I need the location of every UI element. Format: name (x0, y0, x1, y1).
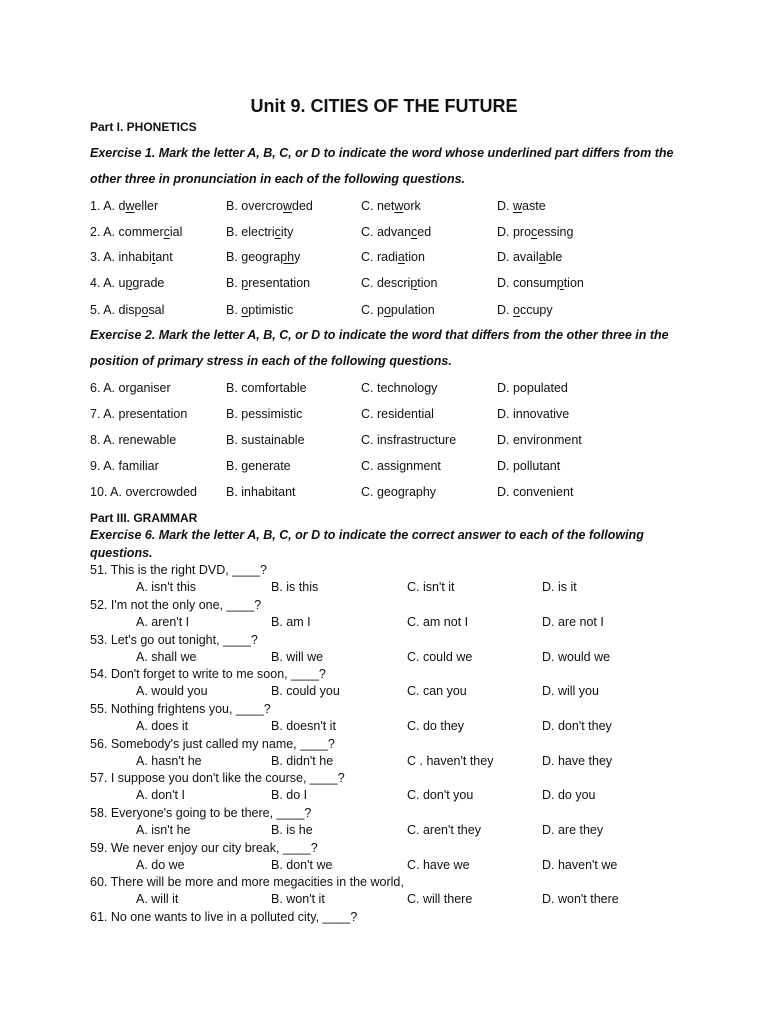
option-d: D. do you (542, 788, 596, 802)
underlined-part: w (125, 199, 135, 213)
option-b: B. doesn't it (271, 719, 336, 733)
option-b: B. didn't he (271, 754, 334, 768)
underlined-part: ph (280, 250, 295, 264)
option-b (226, 248, 300, 266)
option-text: 1. A. d (90, 199, 126, 213)
option-c: C. am not I (407, 615, 469, 629)
option-text: C. p (361, 303, 384, 317)
question-stem: 51. This is the right DVD, ____? (90, 563, 267, 577)
underlined-part: c (163, 225, 170, 239)
option-d: D. don't they (542, 719, 612, 733)
option-text: C. radi (361, 250, 398, 264)
option-c: C. aren't they (407, 823, 481, 837)
option-d: D. won't there (542, 892, 619, 906)
option-c: C . haven't they (407, 754, 494, 768)
option-a: A. would you (136, 684, 208, 698)
option-b: B. inhabitant (226, 485, 296, 499)
option-b: B. sustainable (226, 433, 305, 447)
option-c: C. geography (361, 485, 437, 499)
option-text: D. pro (497, 225, 532, 239)
option-a (90, 301, 164, 319)
option-text: y (294, 250, 301, 264)
option-d: D. convenient (497, 485, 574, 499)
option-text: aste (522, 199, 546, 213)
option-a: A. will it (136, 892, 179, 906)
underlined-part: p (241, 276, 249, 290)
underlined-part: c (411, 225, 418, 239)
option-text: ed (417, 225, 432, 239)
option-b: B. am I (271, 615, 311, 629)
option-b: B. will we (271, 650, 324, 664)
option-a: A. do we (136, 858, 185, 872)
question-stem: 59. We never enjoy our city break, ____? (90, 841, 318, 855)
option-a: A. aren't I (136, 615, 190, 629)
option-text: pulation (390, 303, 435, 317)
question-stem: 60. There will be more and more megacities in the world, (90, 875, 404, 889)
option-a: 9. A. familiar (90, 459, 159, 473)
option-text: eller (134, 199, 159, 213)
option-a (90, 274, 164, 292)
exercise-1-instruction: Exercise 1. Mark the letter A, B, C, or D to indicate the word whose underlined part differs from the other three in pronunciation in each of the following questions. (90, 146, 674, 186)
exercise-2-instruction: Exercise 2. Mark the letter A, B, C, or D to indicate the word that differs from the other three in the position of primary stress in each of the following questions. (90, 328, 669, 368)
option-b (226, 197, 313, 215)
option-text: C. descri (361, 276, 411, 290)
option-d: D. are not I (542, 615, 604, 629)
option-c (361, 197, 421, 215)
option-c: C. insfrastructure (361, 433, 457, 447)
option-d (497, 197, 546, 215)
option-text: ded (292, 199, 313, 213)
option-c (361, 248, 425, 266)
option-d: D. pollutant (497, 459, 561, 473)
option-d (497, 223, 573, 241)
option-a: 10. A. overcrowded (90, 485, 198, 499)
option-a: A. hasn't he (136, 754, 202, 768)
option-text: 4. A. u (90, 276, 126, 290)
option-c: C. can you (407, 684, 467, 698)
option-c: C. do they (407, 719, 464, 733)
option-text: grade (132, 276, 165, 290)
option-text: ccupy (519, 303, 553, 317)
question-stem: 55. Nothing frightens you, ____? (90, 702, 271, 716)
underlined-part: p (556, 276, 564, 290)
option-d: D. is it (542, 580, 577, 594)
option-a: 8. A. renewable (90, 433, 177, 447)
option-b: B. do I (271, 788, 308, 802)
option-c: C. could we (407, 650, 473, 664)
option-text: ble (545, 250, 563, 264)
question-stem: 56. Somebody's just called my name, ____? (90, 737, 335, 751)
question-stem: 58. Everyone's going to be there, ____? (90, 806, 312, 820)
underlined-part: o (383, 303, 391, 317)
option-a: 6. A. organiser (90, 381, 171, 395)
option-b (226, 223, 293, 241)
option-d (497, 248, 562, 266)
option-d: D. populated (497, 381, 568, 395)
option-text: B. geogra (226, 250, 281, 264)
option-a: A. shall we (136, 650, 197, 664)
question-stem: 57. I suppose you don't like the course, ____? (90, 771, 345, 785)
option-b: B. is this (271, 580, 319, 594)
underlined-part: p (125, 276, 133, 290)
page-title: Unit 9. CITIES OF THE FUTURE (250, 96, 518, 116)
option-text: 3. A. inhabi (90, 250, 152, 264)
option-text: tion (417, 276, 438, 290)
option-c: C. assignment (361, 459, 441, 473)
question-stem: 53. Let's go out tonight, ____? (90, 633, 258, 647)
option-text: ptimistic (248, 303, 294, 317)
option-text: ity (280, 225, 294, 239)
part-1-heading: Part I. PHONETICS (90, 120, 197, 134)
option-b: B. won't it (271, 892, 325, 906)
option-c: C. residential (361, 407, 434, 421)
option-text: C. advan (361, 225, 412, 239)
underlined-part: a (538, 250, 546, 264)
option-text: ork (403, 199, 421, 213)
option-c: C. will there (407, 892, 473, 906)
option-text: B. electri (226, 225, 275, 239)
option-text: tion (404, 250, 425, 264)
question-stem: 52. I'm not the only one, ____? (90, 598, 262, 612)
option-text: D. avail (497, 250, 539, 264)
option-c (361, 223, 431, 241)
underlined-part: w (512, 199, 523, 213)
option-d: D. will you (542, 684, 599, 698)
option-a: A. isn't this (136, 580, 197, 594)
option-b: B. is he (271, 823, 313, 837)
option-text: 5. A. disp (90, 303, 142, 317)
option-text: essing (537, 225, 574, 239)
option-a: 7. A. presentation (90, 407, 188, 421)
option-c: C. don't you (407, 788, 474, 802)
option-a: A. don't I (136, 788, 185, 802)
option-d (497, 274, 584, 292)
option-a: A. isn't he (136, 823, 191, 837)
underlined-part: t (151, 250, 156, 264)
option-text: D. consum (497, 276, 557, 290)
question-stem: 54. Don't forget to write to me soon, ____? (90, 667, 326, 681)
option-b: B. pessimistic (226, 407, 303, 421)
option-c: C. have we (407, 858, 470, 872)
option-b: B. generate (226, 459, 291, 473)
option-text: C. net (361, 199, 395, 213)
option-b: B. don't we (271, 858, 333, 872)
option-text: sal (148, 303, 165, 317)
option-text: B. overcro (226, 199, 283, 213)
underlined-part: w (282, 199, 292, 213)
option-d: D. are they (542, 823, 604, 837)
option-c (361, 274, 437, 292)
option-text: ant (155, 250, 173, 264)
underlined-part: p (410, 276, 418, 290)
option-d: D. have they (542, 754, 613, 768)
option-b: B. comfortable (226, 381, 307, 395)
underlined-part: o (141, 303, 149, 317)
underlined-part: o (512, 303, 520, 317)
option-b: B. could you (271, 684, 340, 698)
option-text: tion (563, 276, 584, 290)
option-text: B. (226, 276, 242, 290)
option-c: C. technology (361, 381, 438, 395)
underlined-part: w (394, 199, 404, 213)
option-c (361, 301, 435, 319)
option-d: D. innovative (497, 407, 570, 421)
exercise-6-instruction: Exercise 6. Mark the letter A, B, C, or D to indicate the correct answer to each of the following questions. (90, 528, 644, 560)
option-text: D. (497, 303, 513, 317)
option-d: D. haven't we (542, 858, 618, 872)
part-3-heading: Part III. GRAMMAR (90, 511, 198, 525)
option-a: A. does it (136, 719, 189, 733)
option-a (90, 223, 182, 241)
option-d (497, 301, 553, 319)
underlined-part: c (274, 225, 281, 239)
option-a (90, 197, 158, 215)
option-c: C. isn't it (407, 580, 455, 594)
option-text: ial (169, 225, 183, 239)
underlined-part: a (397, 250, 405, 264)
option-a (90, 248, 173, 266)
option-text: B. (226, 303, 242, 317)
question-stem: 61. No one wants to live in a polluted city, ____? (90, 910, 358, 924)
option-d: D. environment (497, 433, 582, 447)
option-text: resentation (248, 276, 311, 290)
option-text: 2. A. commer (90, 225, 164, 239)
option-text: D. (497, 199, 513, 213)
option-d: D. would we (542, 650, 611, 664)
underlined-part: o (241, 303, 249, 317)
option-b (226, 301, 293, 319)
option-b (226, 274, 310, 292)
underlined-part: c (531, 225, 538, 239)
